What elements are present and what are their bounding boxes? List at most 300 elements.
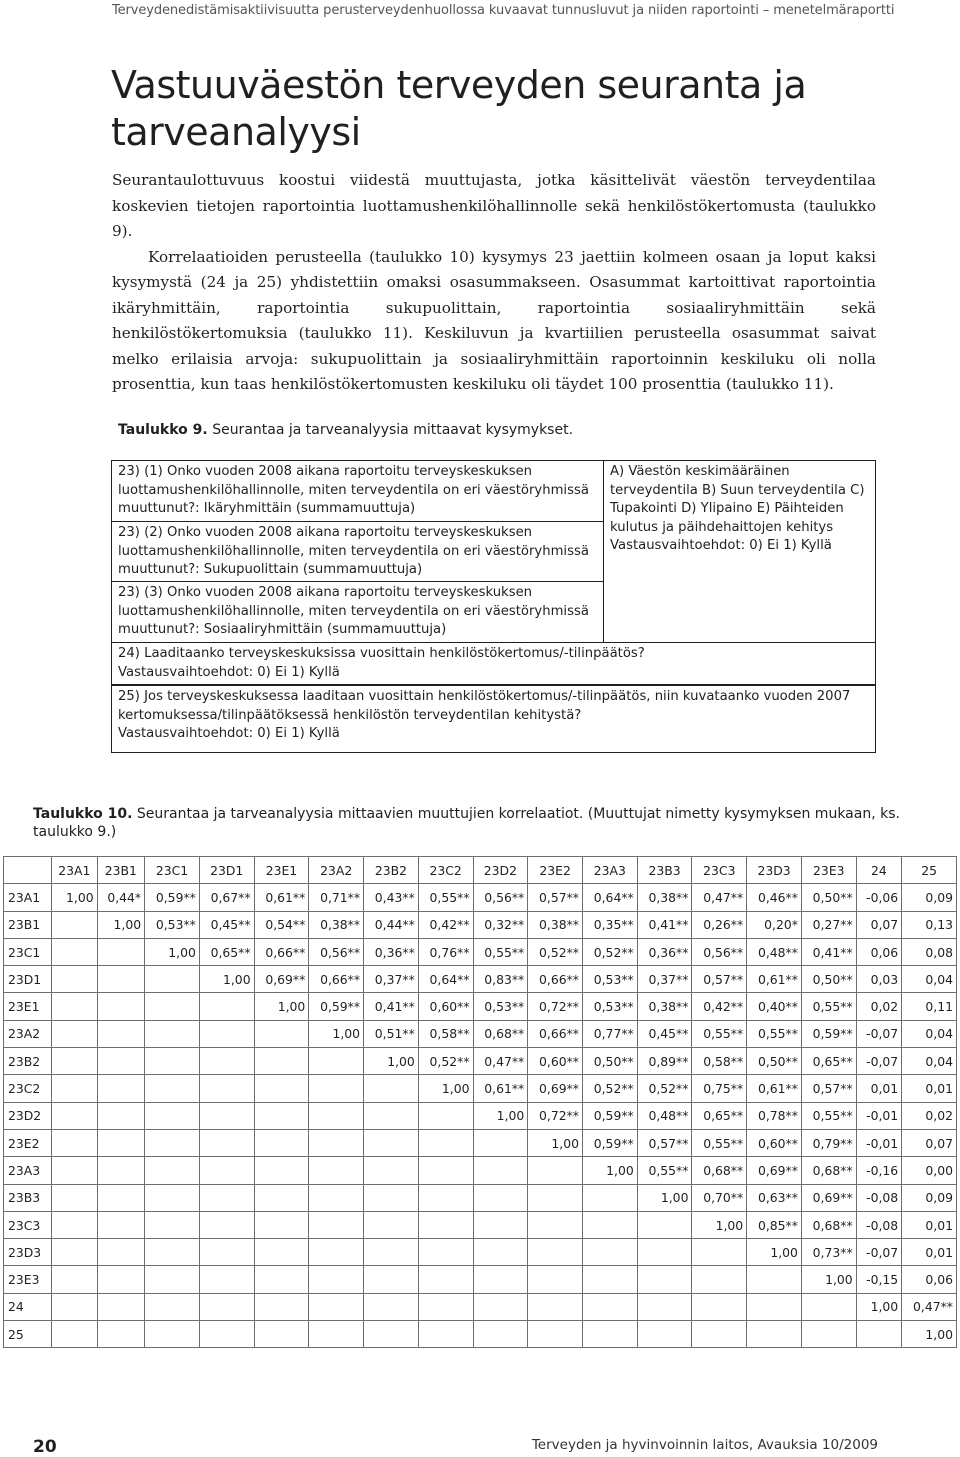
row-header: 23C2 xyxy=(4,1075,52,1102)
row-header: 23E2 xyxy=(4,1129,52,1156)
table-cell xyxy=(254,1211,309,1238)
table-cell xyxy=(145,1239,200,1266)
table-cell: 0,66** xyxy=(528,1020,583,1047)
table-cell: 0,61** xyxy=(747,1075,802,1102)
question-25-text: 25) Jos terveyskeskuksessa laaditaan vuosittain henkilöstökertomus/-tilinpäätös, niin kuvataanko vuoden 2007 kertomuksessa/tilinpäätöksessä henkilöstön terveydentilan kehitystä? xyxy=(118,689,851,723)
row-header: 23B3 xyxy=(4,1184,52,1211)
table-cell xyxy=(637,1321,692,1348)
table-cell: 0,55** xyxy=(747,1020,802,1047)
table-cell: -0,15 xyxy=(856,1266,902,1293)
table-cell xyxy=(199,1293,254,1320)
table-cell xyxy=(52,966,98,993)
table-cell: 0,32** xyxy=(473,911,528,938)
table-cell: 0,61** xyxy=(473,1075,528,1102)
table-cell: 0,04 xyxy=(902,1048,957,1075)
table-cell xyxy=(145,1184,200,1211)
table-cell xyxy=(199,1048,254,1075)
table-cell: 0,70** xyxy=(692,1184,747,1211)
table-cell: 0,69** xyxy=(747,1157,802,1184)
column-header: 23D2 xyxy=(473,857,528,884)
question-24-options: Vastausvaihtoehdot: 0) Ei 1) Kyllä xyxy=(118,664,340,680)
table-cell xyxy=(145,1102,200,1129)
table-cell xyxy=(747,1293,802,1320)
table-cell: 0,53** xyxy=(145,911,200,938)
table-cell xyxy=(747,1266,802,1293)
table9-caption-text: Seurantaa ja tarveanalyysia mittaavat kysymykset. xyxy=(212,422,574,438)
table-cell xyxy=(97,1157,145,1184)
table-cell: 0,61** xyxy=(747,966,802,993)
table-cell: 0,08 xyxy=(902,938,957,965)
table10-caption xyxy=(33,805,913,841)
table-cell xyxy=(145,1129,200,1156)
table-cell xyxy=(582,1239,637,1266)
running-header: Terveydenedistämisaktiivisuutta perusterveydenhuollossa kuvaavat tunnusluvut ja niiden raportointi – menetelmäraportti xyxy=(112,3,895,18)
column-header: 23C1 xyxy=(145,857,200,884)
table-cell: 0,55** xyxy=(692,1129,747,1156)
table-cell xyxy=(254,1075,309,1102)
table-cell xyxy=(473,1293,528,1320)
table-cell xyxy=(364,1129,419,1156)
row-header: 23E3 xyxy=(4,1266,52,1293)
table-cell: 0,35** xyxy=(582,911,637,938)
table-cell: 0,78** xyxy=(747,1102,802,1129)
table10-caption-label: Taulukko 10. xyxy=(33,806,133,822)
table-cell: 0,56** xyxy=(692,938,747,965)
table-cell: 0,56** xyxy=(473,884,528,911)
table-cell xyxy=(52,1102,98,1129)
table-cell: -0,16 xyxy=(856,1157,902,1184)
column-header: 23E1 xyxy=(254,857,309,884)
row-header: 23B1 xyxy=(4,911,52,938)
table-cell xyxy=(528,1293,583,1320)
table-cell xyxy=(199,1020,254,1047)
table-cell xyxy=(856,1321,902,1348)
table-cell: -0,08 xyxy=(856,1211,902,1238)
table-cell: 0,60** xyxy=(747,1129,802,1156)
table-cell: 0,55** xyxy=(473,938,528,965)
table-cell xyxy=(364,1293,419,1320)
table-cell xyxy=(309,1048,364,1075)
table-cell xyxy=(418,1321,473,1348)
table-cell: 0,38** xyxy=(637,884,692,911)
correlation-table xyxy=(3,856,957,1348)
table-cell xyxy=(254,1239,309,1266)
table-row xyxy=(4,1211,957,1238)
table-cell xyxy=(309,1129,364,1156)
table-cell: 0,57** xyxy=(637,1129,692,1156)
table-cell: 0,89** xyxy=(637,1048,692,1075)
table-cell: 0,48** xyxy=(747,938,802,965)
column-header: 23B3 xyxy=(637,857,692,884)
table-cell xyxy=(309,1102,364,1129)
table-cell xyxy=(637,1266,692,1293)
table-cell: 0,13 xyxy=(902,911,957,938)
table-cell xyxy=(692,1266,747,1293)
table-cell xyxy=(528,1157,583,1184)
table-cell xyxy=(145,993,200,1020)
table-row xyxy=(4,938,957,965)
column-header: 23D3 xyxy=(747,857,802,884)
table-cell: 0,06 xyxy=(856,938,902,965)
table-cell: 0,64** xyxy=(582,884,637,911)
table-cell xyxy=(582,1211,637,1238)
table-row xyxy=(4,1293,957,1320)
table-cell xyxy=(254,1293,309,1320)
row-header: 24 xyxy=(4,1293,52,1320)
table-cell xyxy=(473,1321,528,1348)
section-title: Vastuuväestön terveyden seuranta ja tarveanalyysi xyxy=(111,63,807,154)
table-row xyxy=(4,1048,957,1075)
table-cell xyxy=(145,1020,200,1047)
table-cell xyxy=(52,1321,98,1348)
table-cell: -0,06 xyxy=(856,884,902,911)
table-cell xyxy=(309,1184,364,1211)
table-cell: 1,00 xyxy=(364,1048,419,1075)
table-cell xyxy=(52,1129,98,1156)
table-cell: 0,04 xyxy=(902,1020,957,1047)
table9-caption xyxy=(118,422,573,438)
table-cell: 0,85** xyxy=(747,1211,802,1238)
table-cell xyxy=(97,1293,145,1320)
table-cell: 0,69** xyxy=(254,966,309,993)
table-cell: 0,48** xyxy=(637,1102,692,1129)
table-cell: 0,66** xyxy=(528,966,583,993)
table-cell: 0,45** xyxy=(199,911,254,938)
table-cell xyxy=(52,1211,98,1238)
table-cell: 0,66** xyxy=(254,938,309,965)
table-cell xyxy=(418,1293,473,1320)
table-cell: 0,57** xyxy=(801,1075,856,1102)
table-cell xyxy=(418,1184,473,1211)
table-cell xyxy=(637,1211,692,1238)
column-header: 23E3 xyxy=(801,857,856,884)
table-cell xyxy=(692,1293,747,1320)
table-cell xyxy=(97,1048,145,1075)
row-header: 23C1 xyxy=(4,938,52,965)
table-cell xyxy=(637,1293,692,1320)
table-cell: 0,40** xyxy=(747,993,802,1020)
table-cell: 1,00 xyxy=(199,966,254,993)
table-cell: 0,37** xyxy=(364,966,419,993)
table-cell xyxy=(473,1266,528,1293)
table-cell xyxy=(528,1211,583,1238)
table-cell: 0,68** xyxy=(801,1157,856,1184)
row-header: 23D1 xyxy=(4,966,52,993)
table-row xyxy=(4,1184,957,1211)
table-cell xyxy=(364,1157,419,1184)
row-header: 25 xyxy=(4,1321,52,1348)
page-number: 20 xyxy=(33,1437,57,1457)
table-cell xyxy=(254,1184,309,1211)
table-cell xyxy=(309,1075,364,1102)
paragraph-1: Seurantaulottuvuus koostui viidestä muuttujasta, jotka käsittelivät väestön terveydentilaa koskevien tietojen raportointia luottamushenkilöhallinnolle sekä henkilöstökertomusta (taulukko 9). xyxy=(112,171,876,240)
column-header: 23A2 xyxy=(309,857,364,884)
row-header: 23C3 xyxy=(4,1211,52,1238)
table-cell: 0,01 xyxy=(856,1075,902,1102)
table-cell: 1,00 xyxy=(52,884,98,911)
table-header-row xyxy=(4,857,957,884)
table10-caption-text: Seurantaa ja tarveanalyysia mittaavien muuttujien korrelaatiot. (Muuttujat nimetty kysymyksen mukaan, ks. taulukko 9.) xyxy=(33,806,900,840)
table-cell xyxy=(254,1020,309,1047)
table-cell: 0,02 xyxy=(856,993,902,1020)
table-cell: 0,41** xyxy=(801,938,856,965)
table-cell xyxy=(199,1321,254,1348)
table-cell: 0,47** xyxy=(902,1293,957,1320)
question-25-options: Vastausvaihtoehdot: 0) Ei 1) Kyllä xyxy=(118,726,340,741)
table-cell: 0,68** xyxy=(473,1020,528,1047)
table-cell xyxy=(145,1075,200,1102)
question-24-text: 24) Laaditaanko terveyskeskuksissa vuosittain henkilöstökertomus/-tilinpäätös? xyxy=(118,646,645,661)
column-header: 24 xyxy=(856,857,902,884)
table-row xyxy=(4,1157,957,1184)
table-cell: 0,52** xyxy=(582,1075,637,1102)
paragraph-2: Korrelaatioiden perusteella (taulukko 10) kysymys 23 jaettiin kolmeen osaan ja loput kaksi kysymystä (24 ja 25) yhdistettiin omaksi osasummakseen. Osasummat kartoittivat raportointia ikäryhmittäin, raportointia sukupuolittain, raportointia sosiaaliryhmittäin sekä henkilöstökertomuksia (taulukko 11). Keskiluvun ja kvartiilien perusteella osasummat saivat melko erilaisia arvoja: sukupuolittain ja sosiaaliryhmittäin raportoinnin keskiluku oli nolla prosenttia, kun taas henkilöstökertomusten keskiluku oli täydet 100 prosenttia (taulukko 11). xyxy=(112,247,876,393)
table-cell: 0,41** xyxy=(637,911,692,938)
column-header: 23B1 xyxy=(97,857,145,884)
table-cell: 0,58** xyxy=(692,1048,747,1075)
table9-question-24 xyxy=(111,642,876,685)
table-cell xyxy=(582,1266,637,1293)
table-cell xyxy=(418,1157,473,1184)
table-cell: 0,50** xyxy=(801,884,856,911)
body-text xyxy=(112,168,876,398)
table-cell: 0,79** xyxy=(801,1129,856,1156)
table-cell: 0,51** xyxy=(364,1020,419,1047)
publisher-footer: Terveyden ja hyvinvoinnin laitos, Avauksia 10/2009 xyxy=(531,1437,878,1453)
table-cell xyxy=(199,1157,254,1184)
column-header: 23A1 xyxy=(52,857,98,884)
table-cell: 0,02 xyxy=(902,1102,957,1129)
table-cell xyxy=(199,1129,254,1156)
table-cell xyxy=(199,1239,254,1266)
table-cell: 0,38** xyxy=(309,911,364,938)
table-cell xyxy=(801,1321,856,1348)
table-cell xyxy=(582,1184,637,1211)
table-cell xyxy=(473,1211,528,1238)
table-cell: 0,52** xyxy=(528,938,583,965)
table-cell: 0,38** xyxy=(528,911,583,938)
table-cell: 0,09 xyxy=(902,884,957,911)
corner-header-cell xyxy=(4,857,52,884)
table-cell xyxy=(254,1321,309,1348)
table-cell xyxy=(364,1102,419,1129)
table-cell xyxy=(199,1184,254,1211)
table-cell: 1,00 xyxy=(582,1157,637,1184)
row-header: 23E1 xyxy=(4,993,52,1020)
table-cell: 1,00 xyxy=(902,1321,957,1348)
table-cell: 0,52** xyxy=(418,1048,473,1075)
table-row xyxy=(4,1129,957,1156)
table-cell: 0,72** xyxy=(528,1102,583,1129)
table-cell xyxy=(528,1321,583,1348)
table-cell xyxy=(145,1266,200,1293)
table-cell xyxy=(52,938,98,965)
table-cell: 0,64** xyxy=(418,966,473,993)
table-row xyxy=(4,1020,957,1047)
table-cell: 0,67** xyxy=(199,884,254,911)
table-cell: 0,60** xyxy=(528,1048,583,1075)
table-cell: 1,00 xyxy=(309,1020,364,1047)
table9-question-23-1: 23) (1) Onko vuoden 2008 aikana raportoitu terveyskeskuksen luottamushenkilöhallinnolle, miten terveydentila on eri väestöryhmissä muuttunut?: Ikäryhmittäin (summamuuttuja) xyxy=(111,460,604,522)
table-cell: 0,53** xyxy=(582,966,637,993)
table9-question-25 xyxy=(111,685,876,753)
table9 xyxy=(111,460,876,753)
table-cell xyxy=(254,1048,309,1075)
table-cell: 0,38** xyxy=(637,993,692,1020)
table-cell xyxy=(97,1321,145,1348)
table-cell: 0,47** xyxy=(692,884,747,911)
table-row xyxy=(4,1102,957,1129)
row-header: 23A2 xyxy=(4,1020,52,1047)
table-cell: 0,58** xyxy=(418,1020,473,1047)
table-cell xyxy=(801,1293,856,1320)
row-header: 23D3 xyxy=(4,1239,52,1266)
table-cell: 1,00 xyxy=(747,1239,802,1266)
table-cell xyxy=(254,1102,309,1129)
table-cell: 0,36** xyxy=(637,938,692,965)
table-cell xyxy=(309,1157,364,1184)
table-cell: 0,66** xyxy=(309,966,364,993)
table-cell xyxy=(473,1239,528,1266)
table-cell: 1,00 xyxy=(692,1211,747,1238)
table-cell xyxy=(747,1321,802,1348)
table-cell: 0,56** xyxy=(309,938,364,965)
table-cell: 0,01 xyxy=(902,1239,957,1266)
table-cell xyxy=(199,1266,254,1293)
table-cell xyxy=(364,1075,419,1102)
table-cell: 1,00 xyxy=(856,1293,902,1320)
table9-question-23-2: 23) (2) Onko vuoden 2008 aikana raportoitu terveyskeskuksen luottamushenkilöhallinnolle, miten terveydentila on eri väestöryhmissä muuttunut?: Sukupuolittain (summamuuttuja) xyxy=(111,521,604,582)
table-cell: 0,75** xyxy=(692,1075,747,1102)
table-cell: 0,52** xyxy=(637,1075,692,1102)
table-cell: 0,69** xyxy=(801,1184,856,1211)
table-cell: 0,57** xyxy=(692,966,747,993)
table-cell: 0,59** xyxy=(582,1129,637,1156)
table-cell xyxy=(97,993,145,1020)
table-cell xyxy=(52,993,98,1020)
table-cell: 1,00 xyxy=(145,938,200,965)
table-cell: 0,59** xyxy=(145,884,200,911)
table-cell xyxy=(145,966,200,993)
table-row xyxy=(4,1075,957,1102)
table-cell: 0,61** xyxy=(254,884,309,911)
table-cell: 1,00 xyxy=(528,1129,583,1156)
table-row xyxy=(4,993,957,1020)
table-cell xyxy=(52,1075,98,1102)
table-cell xyxy=(473,1129,528,1156)
table-cell xyxy=(582,1321,637,1348)
table-cell: -0,07 xyxy=(856,1048,902,1075)
table-cell xyxy=(637,1239,692,1266)
table-cell: 0,20* xyxy=(747,911,802,938)
table-cell: 0,37** xyxy=(637,966,692,993)
table-cell xyxy=(418,1266,473,1293)
table-cell xyxy=(97,1239,145,1266)
table-row xyxy=(4,884,957,911)
table-row xyxy=(4,1266,957,1293)
table-cell xyxy=(145,1211,200,1238)
table-cell: 0,68** xyxy=(692,1157,747,1184)
table-cell: 0,72** xyxy=(528,993,583,1020)
table-cell: 0,65** xyxy=(801,1048,856,1075)
table-cell: 1,00 xyxy=(418,1075,473,1102)
table-cell: 0,44* xyxy=(97,884,145,911)
table-cell: 0,42** xyxy=(418,911,473,938)
table9-question-23-3: 23) (3) Onko vuoden 2008 aikana raportoitu terveyskeskuksen luottamushenkilöhallinnolle, miten terveydentila on eri väestöryhmissä muuttunut?: Sosiaaliryhmittäin (summamuuttuja) xyxy=(111,581,604,643)
table-cell: 0,43** xyxy=(364,884,419,911)
table-cell xyxy=(97,1075,145,1102)
table-cell: 0,45** xyxy=(637,1020,692,1047)
table9-caption-label: Taulukko 9. xyxy=(118,422,208,438)
table-cell: 0,59** xyxy=(582,1102,637,1129)
table-cell: 0,11 xyxy=(902,993,957,1020)
table-cell: 0,44** xyxy=(364,911,419,938)
table-cell: 0,07 xyxy=(902,1129,957,1156)
column-header: 23A3 xyxy=(582,857,637,884)
answer-categories: A) Väestön keskimääräinen terveydentila B) Suun terveydentila C) Tupakointi D) Ylipaino E) Päihteiden kulutus ja päihdehaittojen kehitys xyxy=(610,464,865,535)
table-cell: -0,01 xyxy=(856,1129,902,1156)
table-cell: 0,06 xyxy=(902,1266,957,1293)
table-cell xyxy=(52,1020,98,1047)
table-cell: 0,50** xyxy=(747,1048,802,1075)
table-cell: -0,08 xyxy=(856,1184,902,1211)
table-cell xyxy=(254,1129,309,1156)
table-cell: 0,50** xyxy=(801,966,856,993)
table-cell xyxy=(528,1266,583,1293)
table-cell: 0,01 xyxy=(902,1211,957,1238)
table-cell: 0,60** xyxy=(418,993,473,1020)
table-cell xyxy=(97,1129,145,1156)
table-body xyxy=(4,884,957,1348)
table-cell xyxy=(52,1239,98,1266)
table-cell: 0,52** xyxy=(582,938,637,965)
table-cell: 0,71** xyxy=(309,884,364,911)
table-cell xyxy=(309,1266,364,1293)
column-header: 23C3 xyxy=(692,857,747,884)
table-cell: 0,53** xyxy=(473,993,528,1020)
table-cell: 0,00 xyxy=(902,1157,957,1184)
table-cell: 0,77** xyxy=(582,1020,637,1047)
table-cell xyxy=(418,1102,473,1129)
table-cell: 0,07 xyxy=(856,911,902,938)
table-cell xyxy=(528,1239,583,1266)
table-cell xyxy=(97,966,145,993)
table-cell: 0,55** xyxy=(692,1020,747,1047)
table-cell: 0,55** xyxy=(801,993,856,1020)
table-cell xyxy=(364,1239,419,1266)
table-cell: 0,73** xyxy=(801,1239,856,1266)
table-row xyxy=(4,966,957,993)
column-header: 25 xyxy=(902,857,957,884)
table-cell xyxy=(145,1048,200,1075)
table-cell xyxy=(254,1157,309,1184)
table-cell xyxy=(582,1293,637,1320)
row-header: 23A1 xyxy=(4,884,52,911)
table-cell: 0,57** xyxy=(528,884,583,911)
table-cell: 0,59** xyxy=(309,993,364,1020)
table-cell xyxy=(309,1293,364,1320)
table-cell xyxy=(418,1129,473,1156)
table-cell xyxy=(199,993,254,1020)
table-cell xyxy=(97,938,145,965)
table-cell xyxy=(364,1321,419,1348)
table-cell: 0,50** xyxy=(582,1048,637,1075)
table-cell xyxy=(52,1157,98,1184)
table-cell: 0,41** xyxy=(364,993,419,1020)
table-cell: 0,47** xyxy=(473,1048,528,1075)
table-cell xyxy=(692,1239,747,1266)
table-cell: 0,36** xyxy=(364,938,419,965)
